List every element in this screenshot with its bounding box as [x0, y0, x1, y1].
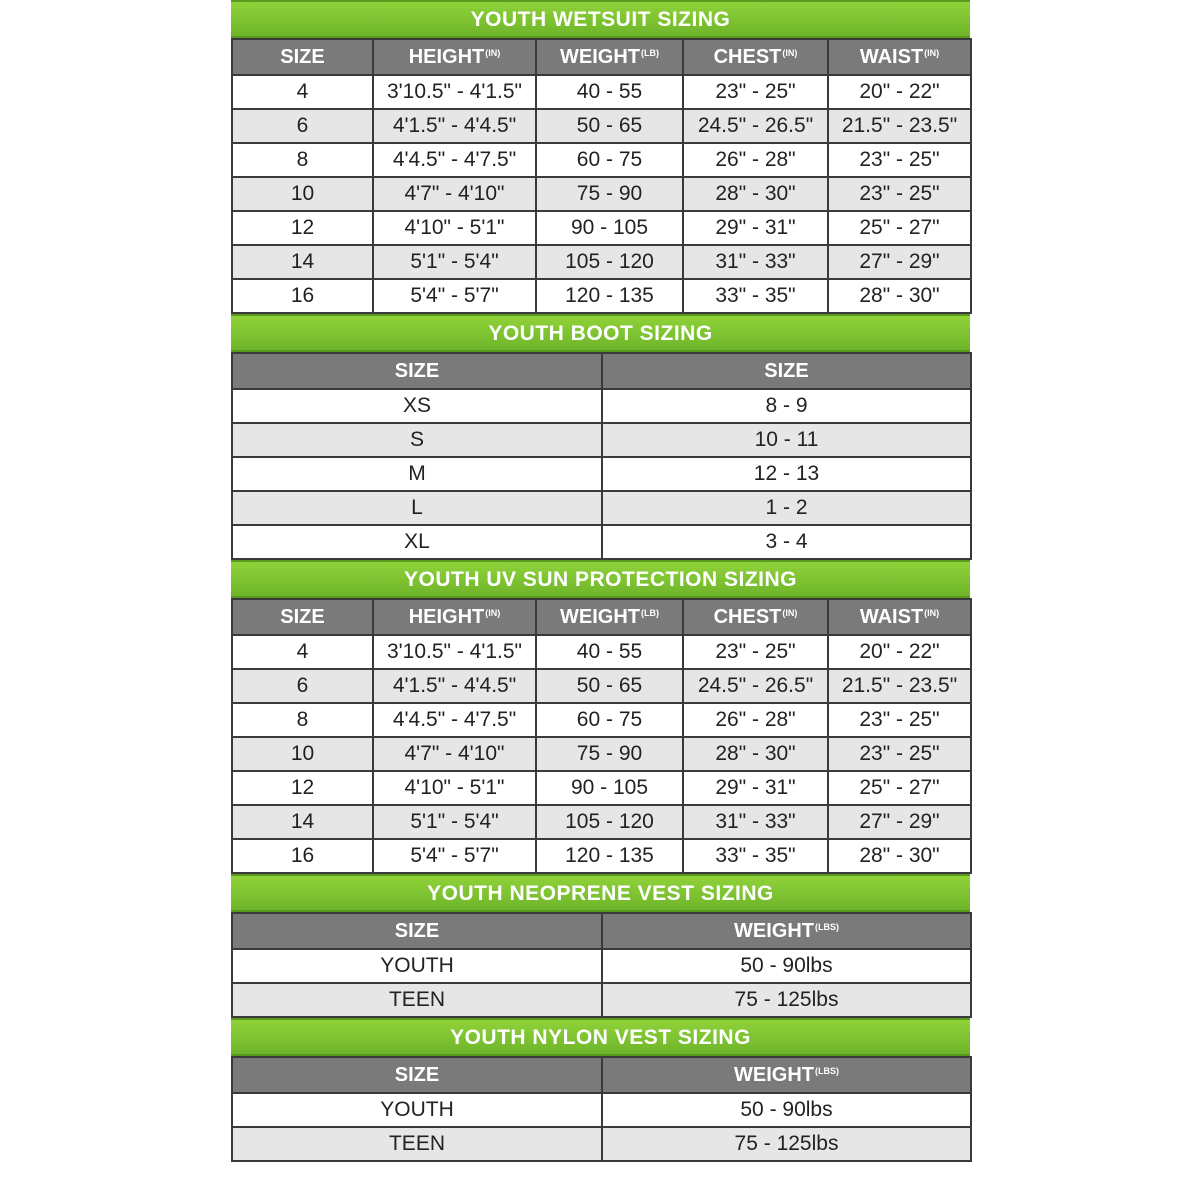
- table-row: [232, 635, 971, 669]
- table-cell: 75 - 90: [536, 737, 683, 771]
- table-cell: 26" - 28": [683, 143, 828, 177]
- column-header: [683, 39, 828, 75]
- uv-section-title: YOUTH UV SUN PROTECTION SIZING: [231, 560, 970, 598]
- table-row: [232, 457, 971, 491]
- table-cell: 50 - 90lbs: [602, 1093, 971, 1127]
- table-cell: 14: [232, 805, 373, 839]
- column-header-unit: (IN): [924, 607, 940, 618]
- boot-table: [231, 352, 972, 560]
- table-cell: 10: [232, 177, 373, 211]
- table-cell: 16: [232, 279, 373, 313]
- table-cell: 4'1.5" - 4'4.5": [373, 109, 536, 143]
- table-cell: 10 - 11: [602, 423, 971, 457]
- table-cell: 5'4" - 5'7": [373, 839, 536, 873]
- table-cell: TEEN: [232, 983, 602, 1017]
- column-header: [828, 599, 971, 635]
- header-row: [232, 599, 971, 635]
- column-header: [232, 599, 373, 635]
- column-header-label: WEIGHT: [734, 1063, 814, 1086]
- column-header-unit: (IN): [485, 607, 501, 618]
- table-row: [232, 703, 971, 737]
- column-header: [232, 39, 373, 75]
- table-cell: 50 - 65: [536, 109, 683, 143]
- neoprene-vest-table: [231, 912, 972, 1018]
- neoprene-vest-section: [231, 874, 970, 1018]
- table-cell: 1 - 2: [602, 491, 971, 525]
- column-header: [232, 1057, 602, 1093]
- table-cell: 21.5" - 23.5": [828, 109, 971, 143]
- column-header-label: SIZE: [394, 359, 440, 382]
- column-header-label: WEIGHT: [734, 919, 814, 942]
- table-cell: 75 - 125lbs: [602, 1127, 971, 1161]
- column-header: [373, 599, 536, 635]
- table-row: [232, 1093, 971, 1127]
- column-header-unit: (IN): [924, 47, 940, 58]
- table-cell: 23" - 25": [828, 737, 971, 771]
- table-cell: 120 - 135: [536, 279, 683, 313]
- nylon-vest-section-title: YOUTH NYLON VEST SIZING: [231, 1018, 970, 1056]
- column-header: [683, 599, 828, 635]
- table-cell: 4'7" - 4'10": [373, 177, 536, 211]
- table-cell: 23" - 25": [828, 703, 971, 737]
- neoprene-vest-section-title: YOUTH NEOPRENE VEST SIZING: [231, 874, 970, 912]
- table-cell: L: [232, 491, 602, 525]
- uv-table: [231, 598, 972, 874]
- table-cell: 5'4" - 5'7": [373, 279, 536, 313]
- table-row: [232, 491, 971, 525]
- column-header-unit: (LB): [641, 607, 659, 618]
- table-cell: 120 - 135: [536, 839, 683, 873]
- column-header-unit: (IN): [782, 47, 798, 58]
- column-header-label: WEIGHT: [560, 605, 640, 628]
- column-header-label: SIZE: [394, 1063, 440, 1086]
- column-header-label: SIZE: [394, 919, 440, 942]
- table-cell: 5'1" - 5'4": [373, 245, 536, 279]
- table-cell: 29" - 31": [683, 211, 828, 245]
- table-row: [232, 109, 971, 143]
- table-cell: 23" - 25": [828, 143, 971, 177]
- table-cell: 26" - 28": [683, 703, 828, 737]
- table-cell: 12: [232, 211, 373, 245]
- table-row: [232, 211, 971, 245]
- table-cell: 3 - 4: [602, 525, 971, 559]
- table-cell: 10: [232, 737, 373, 771]
- table-row: [232, 771, 971, 805]
- boot-section: [231, 314, 970, 560]
- table-row: [232, 805, 971, 839]
- table-row: [232, 279, 971, 313]
- column-header-label: WEIGHT: [560, 45, 640, 68]
- table-cell: 60 - 75: [536, 143, 683, 177]
- column-header-unit: (LB): [641, 47, 659, 58]
- column-header-label: SIZE: [280, 605, 325, 628]
- column-header: [602, 353, 971, 389]
- table-cell: M: [232, 457, 602, 491]
- header-row: [232, 1057, 971, 1093]
- nylon-vest-section: [231, 1018, 970, 1162]
- column-header-label: HEIGHT: [408, 605, 485, 628]
- column-header-label: HEIGHT: [408, 45, 485, 68]
- column-header: [232, 353, 602, 389]
- table-cell: 3'10.5" - 4'1.5": [373, 635, 536, 669]
- table-cell: 75 - 90: [536, 177, 683, 211]
- table-cell: S: [232, 423, 602, 457]
- column-header-unit: (LBS): [815, 921, 839, 932]
- table-cell: YOUTH: [232, 949, 602, 983]
- table-row: [232, 245, 971, 279]
- column-header-label: CHEST: [713, 605, 782, 628]
- column-header-label: SIZE: [764, 359, 809, 382]
- table-cell: 6: [232, 109, 373, 143]
- table-row: [232, 737, 971, 771]
- table-cell: 90 - 105: [536, 771, 683, 805]
- column-header-label: CHEST: [713, 45, 782, 68]
- table-cell: 25" - 27": [828, 211, 971, 245]
- wetsuit-table: [231, 38, 972, 314]
- uv-section: [231, 560, 970, 874]
- table-cell: 105 - 120: [536, 805, 683, 839]
- table-row: [232, 423, 971, 457]
- table-cell: 16: [232, 839, 373, 873]
- table-cell: 8: [232, 703, 373, 737]
- wetsuit-section: [231, 0, 970, 314]
- column-header: [232, 913, 602, 949]
- table-cell: 4'4.5" - 4'7.5": [373, 703, 536, 737]
- table-cell: 31" - 33": [683, 805, 828, 839]
- table-cell: 3'10.5" - 4'1.5": [373, 75, 536, 109]
- header-row: [232, 39, 971, 75]
- table-cell: 23" - 25": [683, 75, 828, 109]
- column-header-unit: (IN): [485, 47, 501, 58]
- table-cell: 27" - 29": [828, 805, 971, 839]
- table-cell: 4: [232, 75, 373, 109]
- table-row: [232, 389, 971, 423]
- table-cell: 27" - 29": [828, 245, 971, 279]
- table-cell: 4'10" - 5'1": [373, 211, 536, 245]
- column-header-label: SIZE: [280, 45, 325, 68]
- table-row: [232, 1127, 971, 1161]
- table-cell: 90 - 105: [536, 211, 683, 245]
- header-row: [232, 913, 971, 949]
- table-cell: 8: [232, 143, 373, 177]
- table-cell: 33" - 35": [683, 279, 828, 313]
- table-cell: 4: [232, 635, 373, 669]
- table-cell: 6: [232, 669, 373, 703]
- column-header-label: WAIST: [859, 45, 924, 68]
- table-cell: 23" - 25": [828, 177, 971, 211]
- column-header: [602, 1057, 971, 1093]
- column-header: [536, 39, 683, 75]
- table-cell: 25" - 27": [828, 771, 971, 805]
- table-cell: YOUTH: [232, 1093, 602, 1127]
- table-cell: 105 - 120: [536, 245, 683, 279]
- table-cell: 23" - 25": [683, 635, 828, 669]
- table-row: [232, 143, 971, 177]
- table-cell: 29" - 31": [683, 771, 828, 805]
- table-cell: 33" - 35": [683, 839, 828, 873]
- table-row: [232, 949, 971, 983]
- table-cell: XS: [232, 389, 602, 423]
- table-cell: 5'1" - 5'4": [373, 805, 536, 839]
- table-cell: 28" - 30": [683, 177, 828, 211]
- table-cell: 12 - 13: [602, 457, 971, 491]
- table-cell: 28" - 30": [828, 279, 971, 313]
- wetsuit-section-title: YOUTH WETSUIT SIZING: [231, 0, 970, 38]
- table-cell: 20" - 22": [828, 635, 971, 669]
- table-cell: 28" - 30": [683, 737, 828, 771]
- table-cell: 24.5" - 26.5": [683, 669, 828, 703]
- table-cell: 31" - 33": [683, 245, 828, 279]
- column-header: [373, 39, 536, 75]
- table-cell: 4'10" - 5'1": [373, 771, 536, 805]
- column-header-unit: (IN): [782, 607, 798, 618]
- sizing-chart: [231, 0, 970, 1162]
- table-cell: 50 - 65: [536, 669, 683, 703]
- column-header: [602, 913, 971, 949]
- table-cell: 4'1.5" - 4'4.5": [373, 669, 536, 703]
- table-cell: XL: [232, 525, 602, 559]
- column-header: [828, 39, 971, 75]
- table-row: [232, 983, 971, 1017]
- header-row: [232, 353, 971, 389]
- table-cell: 4'4.5" - 4'7.5": [373, 143, 536, 177]
- table-cell: 8 - 9: [602, 389, 971, 423]
- table-row: [232, 177, 971, 211]
- table-cell: 40 - 55: [536, 75, 683, 109]
- table-cell: 24.5" - 26.5": [683, 109, 828, 143]
- table-cell: TEEN: [232, 1127, 602, 1161]
- table-row: [232, 75, 971, 109]
- table-cell: 20" - 22": [828, 75, 971, 109]
- table-cell: 40 - 55: [536, 635, 683, 669]
- boot-section-title: YOUTH BOOT SIZING: [231, 314, 970, 352]
- column-header: [536, 599, 683, 635]
- column-header-unit: (LBS): [815, 1065, 839, 1076]
- table-cell: 75 - 125lbs: [602, 983, 971, 1017]
- table-row: [232, 839, 971, 873]
- table-row: [232, 525, 971, 559]
- table-cell: 4'7" - 4'10": [373, 737, 536, 771]
- table-cell: 12: [232, 771, 373, 805]
- table-cell: 50 - 90lbs: [602, 949, 971, 983]
- nylon-vest-table: [231, 1056, 972, 1162]
- table-cell: 28" - 30": [828, 839, 971, 873]
- table-cell: 14: [232, 245, 373, 279]
- table-cell: 21.5" - 23.5": [828, 669, 971, 703]
- column-header-label: WAIST: [859, 605, 924, 628]
- table-cell: 60 - 75: [536, 703, 683, 737]
- table-row: [232, 669, 971, 703]
